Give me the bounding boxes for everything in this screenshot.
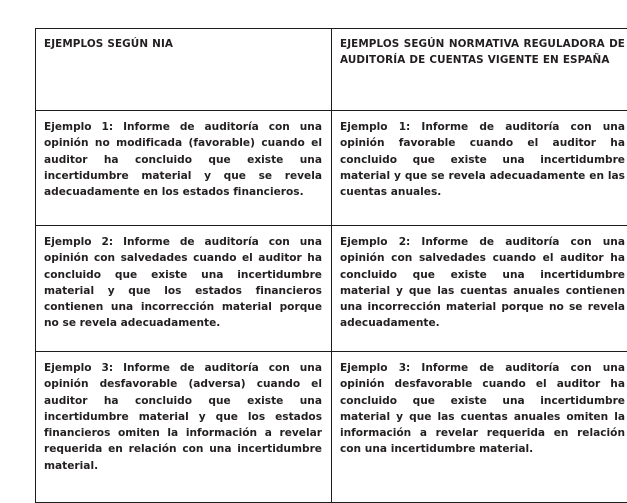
table-row <box>36 226 627 352</box>
table-row <box>36 352 627 503</box>
cell-text: Ejemplo 1: Informe de auditoría con una opinión favorable cuando el auditor ha concluido que existe una incertidumbre material y que se revela adecuadamente en las cuentas anuales. <box>340 119 625 200</box>
table-row <box>36 111 627 226</box>
cell-ejemplo-2-espana <box>332 226 627 352</box>
comparison-table <box>35 28 627 503</box>
table-header-cell-espana <box>332 29 627 111</box>
table-header-cell-nia <box>36 29 332 111</box>
cell-ejemplo-3-espana <box>332 352 627 503</box>
cell-text: Ejemplo 2: Informe de auditoría con una opinión con salvedades cuando el auditor ha concluido que existe una incertidumbre material y que las cuentas anuales contienen una incorrección material porque no se revela adecuadamente. <box>340 234 625 332</box>
cell-text: Ejemplo 2: Informe de auditoría con una opinión con salvedades cuando el auditor ha concluido que existe una incertidumbre material y que los estados financieros contienen una incorrección material porque no se revela adecuadamente. <box>44 234 322 332</box>
cell-ejemplo-1-nia <box>36 111 332 226</box>
cell-ejemplo-1-espana <box>332 111 627 226</box>
cell-ejemplo-3-nia <box>36 352 332 503</box>
cell-ejemplo-2-nia <box>36 226 332 352</box>
cell-text: Ejemplo 3: Informe de auditoría con una opinión desfavorable cuando el auditor ha concluido que existe una incertidumbre material y que las cuentas anuales omiten la información a revelar requerida en relación con una incertidumbre material. <box>340 360 625 458</box>
cell-text: Ejemplo 1: Informe de auditoría con una opinión no modificada (favorable) cuando el auditor ha concluido que existe una incertidumbre material y que se revela adecuadamente en los estados financieros. <box>44 119 322 200</box>
column-header-nia: EJEMPLOS SEGÚN NIA <box>44 37 322 53</box>
table-header-row <box>36 29 627 111</box>
cell-text: Ejemplo 3: Informe de auditoría con una opinión desfavorable (adversa) cuando el auditor ha concluido que existe una incertidumbre material y que los estados financieros omiten la información a revelar requerida en relación con una incertidumbre material. <box>44 360 322 474</box>
column-header-espana: EJEMPLOS SEGÚN NORMATIVA REGULADORA DE AUDITORÍA DE CUENTAS VIGENTE EN ESPAÑA <box>340 37 625 68</box>
